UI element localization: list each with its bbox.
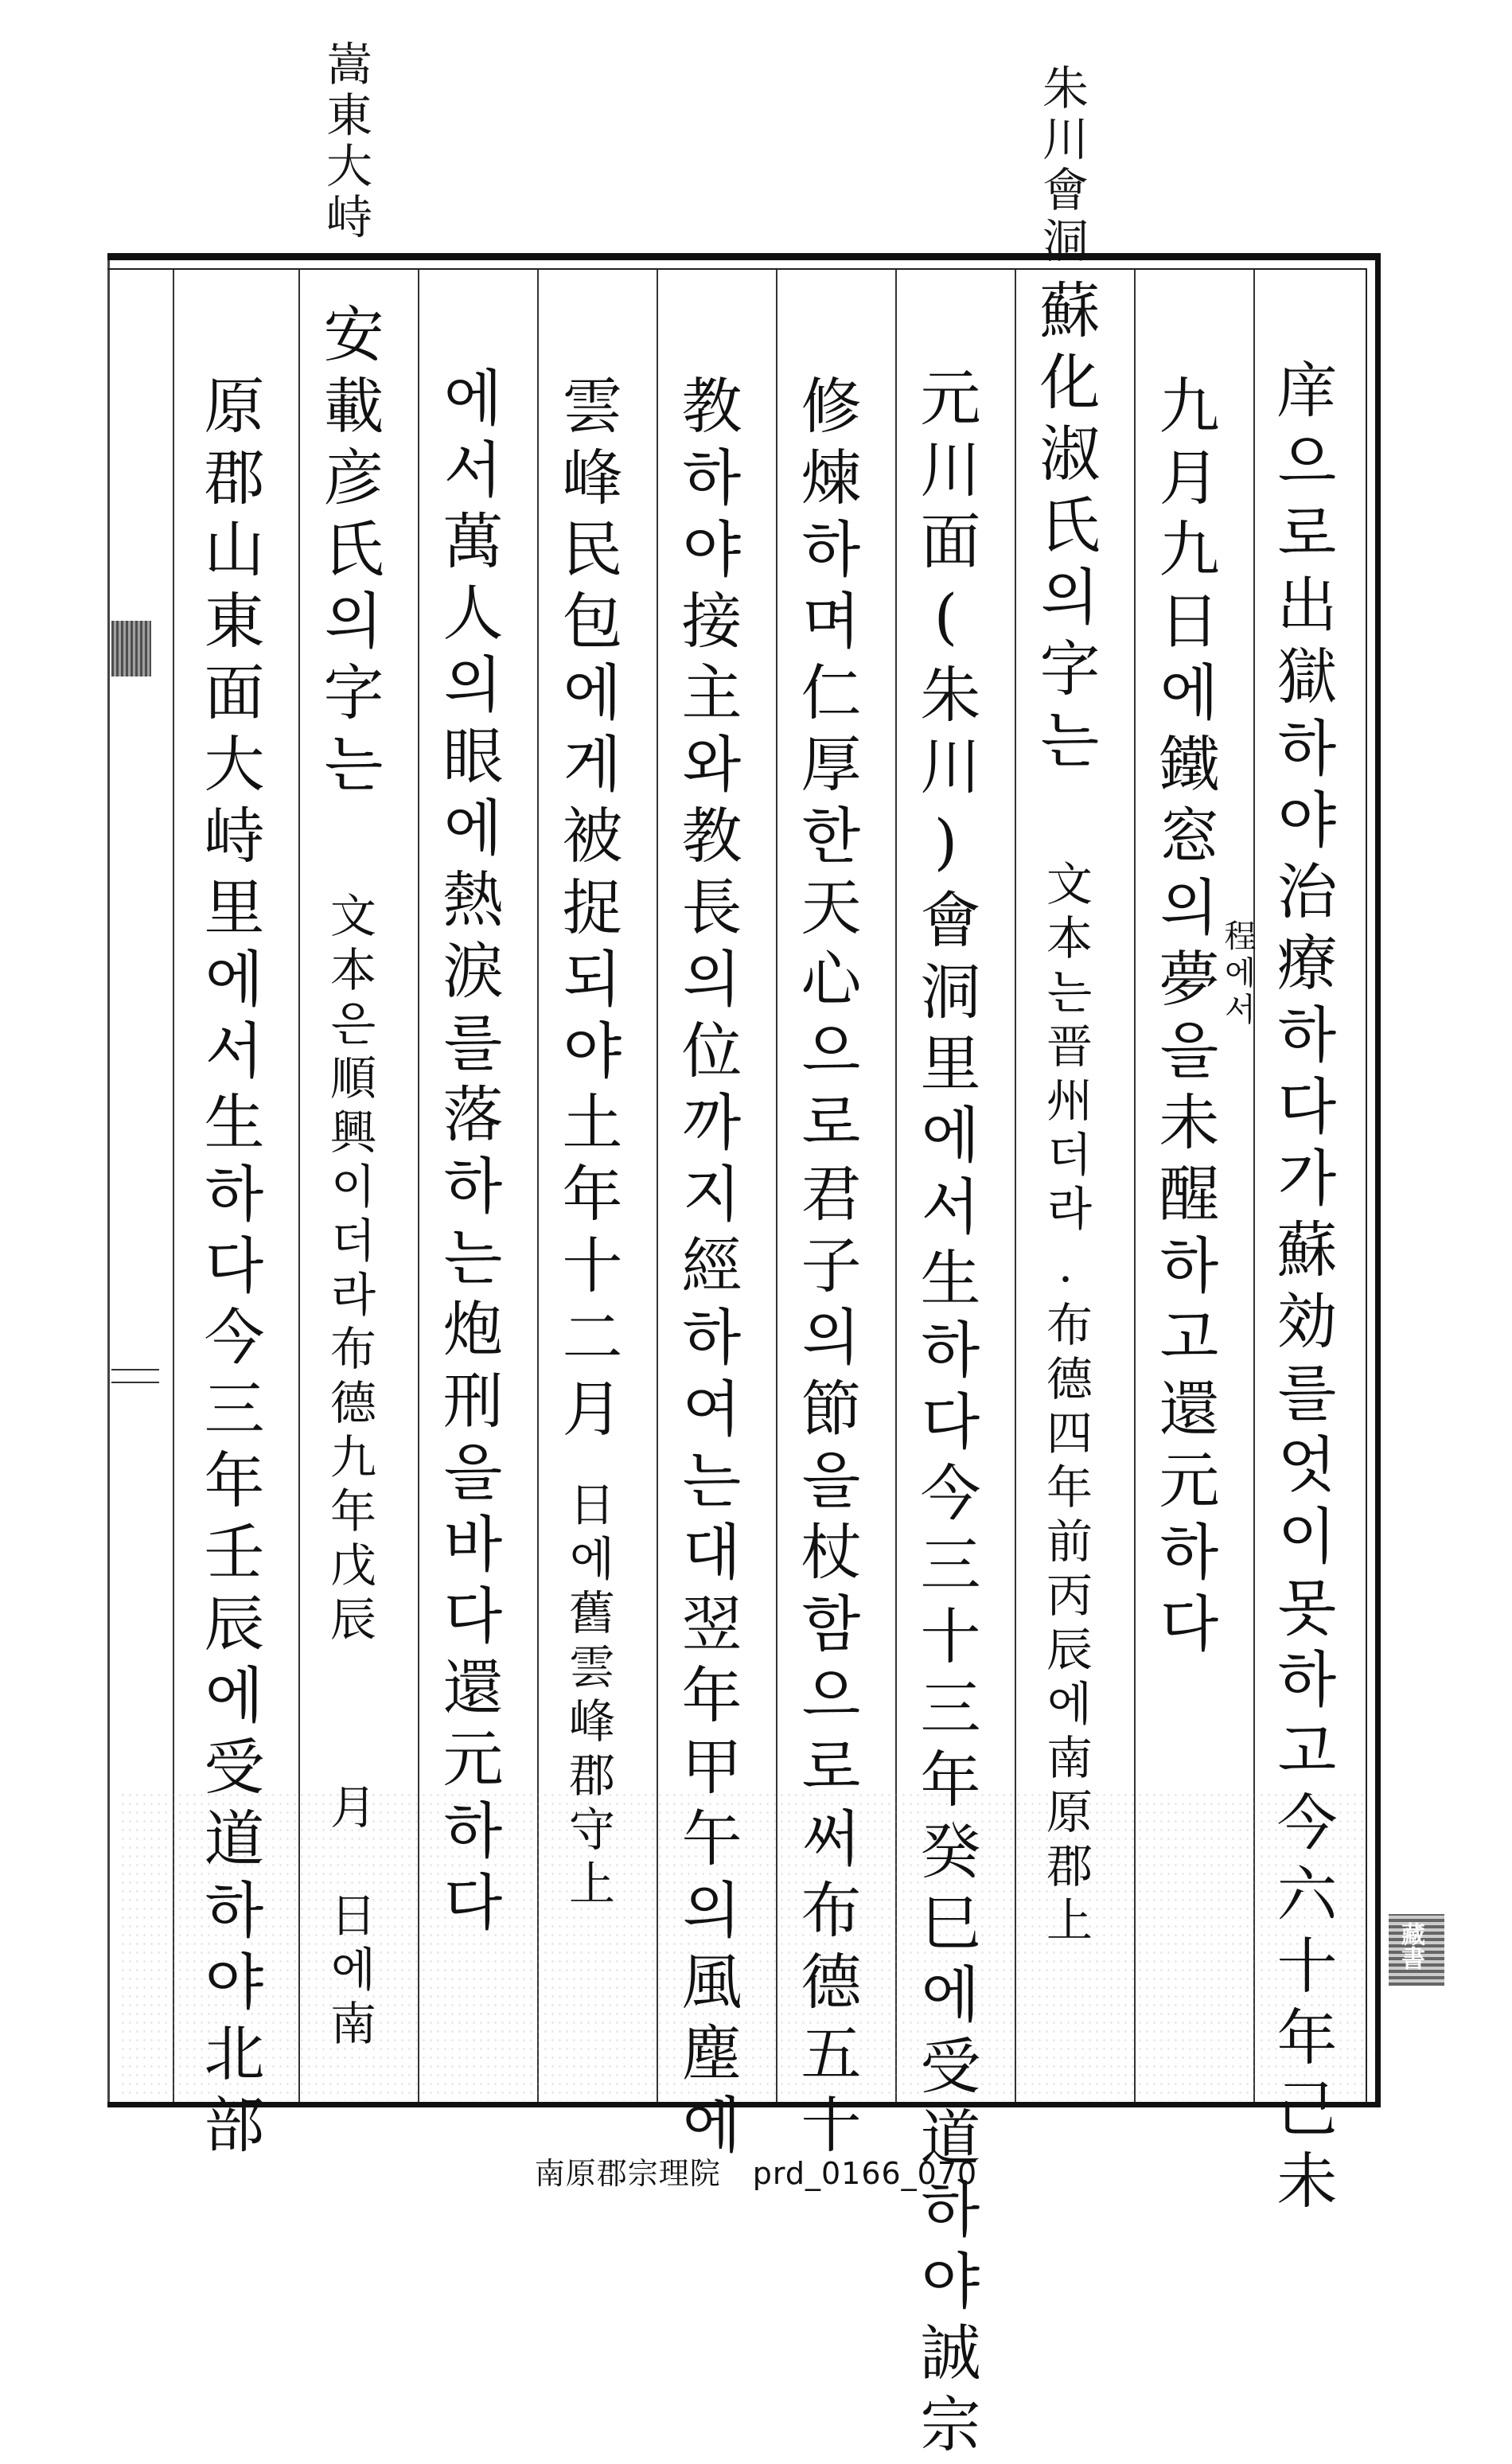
- text-column-2: 九月九日에鐵窓의夢을未醒하고還元하다: [1149, 374, 1220, 1663]
- text-column-9: 安載彦氏의字는: [314, 302, 384, 804]
- text-column-8: 에서萬人의眼에熱淚를落하는炮刑을바다還元하다: [433, 366, 504, 1942]
- text-column-3-note: 文本는晋州더라.布德四年前丙辰에南原郡上: [1039, 860, 1093, 1950]
- margin-note-left: 嵩東大峙: [318, 40, 372, 244]
- image-caption: [0, 2149, 1512, 2193]
- text-column-5: 修煉하며仁厚한天心으로君子의節을杖함으로써布德五十: [791, 374, 862, 2165]
- text-column-10: 原郡山東面大峙里에서生하다今三年壬辰에受道하야北部: [194, 374, 265, 2165]
- text-column-1: 庠으로出獄하야治療하다가蘇効를엇이못하고今六十年己未: [1267, 358, 1338, 2220]
- margin-note-right: 朱川會洞: [1035, 64, 1089, 267]
- scan-noise: [119, 1791, 1369, 2101]
- caption-code: prd_0166_070: [752, 2156, 978, 2191]
- text-column-3: 蘇化淑氏의字는: [1030, 279, 1101, 780]
- text-column-6: 教하야接主와教長의位까지經하여는대翌年甲午의風塵에: [672, 374, 742, 2165]
- text-column-9-note2: 月 日에南: [322, 1783, 376, 2053]
- text-column-9-note: 文本은順興이더라布德九年戊辰: [322, 891, 376, 1649]
- text-column-7: 雲峰民包에게被捉되야土年十二月: [552, 374, 623, 1448]
- text-column-4: 元川面(朱川)會洞里에서生하다今三十三年癸巳에受道하야誠宗: [910, 366, 981, 2464]
- caption-title: 南原郡宗理院: [534, 2156, 721, 2191]
- text-column-2-note: 程에서: [1219, 919, 1256, 1029]
- archive-stamp-text: 藏書: [1397, 1922, 1424, 1970]
- text-column-7-note: 日에舊雲峰郡守上: [561, 1480, 615, 1913]
